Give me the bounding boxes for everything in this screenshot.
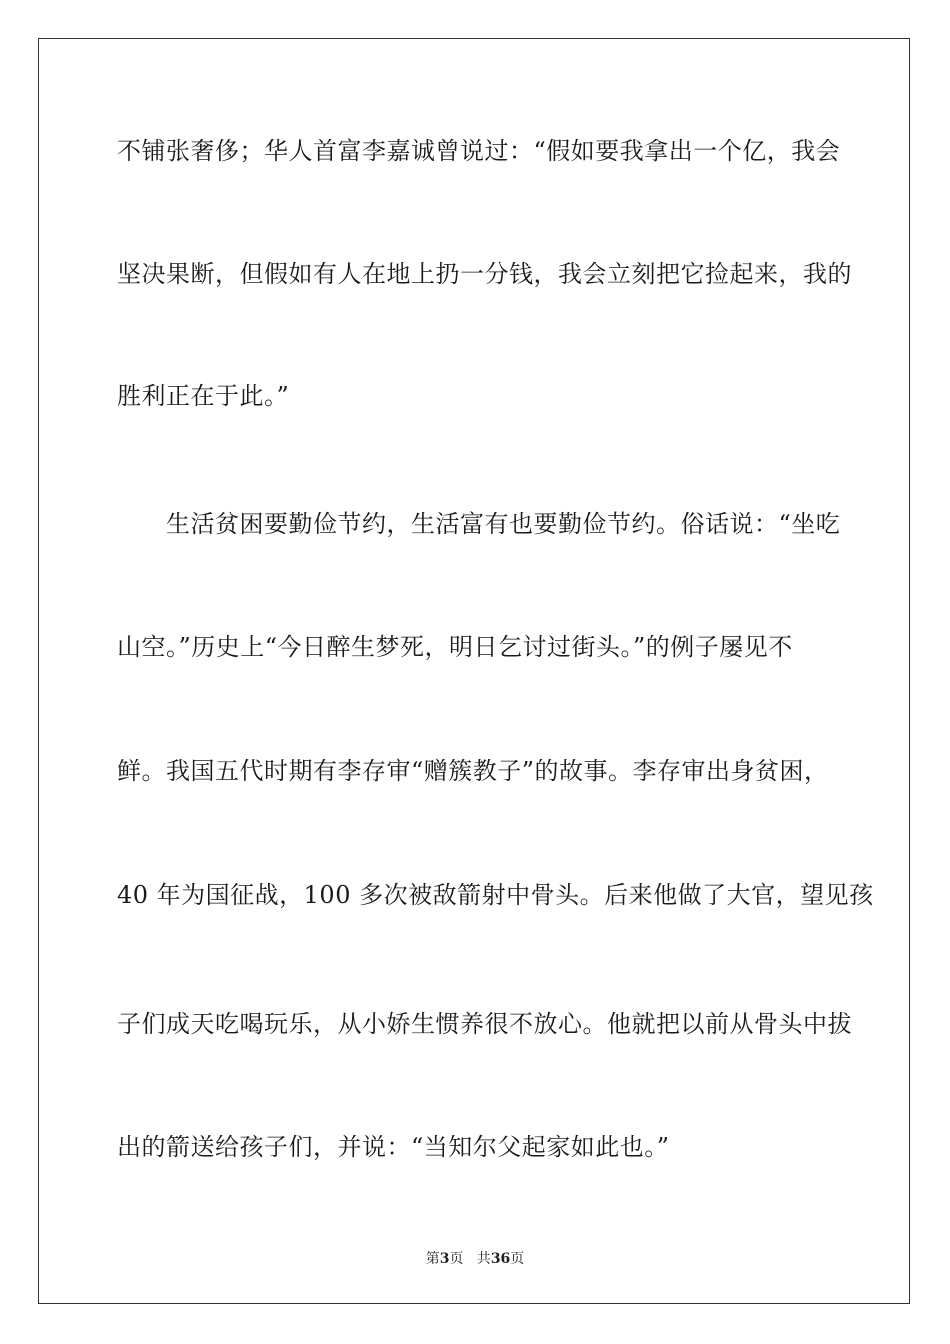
page-footer <box>0 1248 950 1268</box>
footer-prefix: 第 <box>425 1251 440 1267</box>
footer-total-pages: 36 <box>490 1251 511 1267</box>
text-line-6: 鲜。我国五代时期有李存审“赠簇教子”的故事。李存审出身贫困， <box>117 757 829 785</box>
footer-middle: 页 共 <box>449 1251 491 1267</box>
text-line-2: 坚决果断，但假如有人在地上扔一分钱，我会立刻把它捡起来，我的 <box>117 260 852 288</box>
footer-suffix: 页 <box>510 1251 525 1267</box>
footer-page-number: 3 <box>439 1251 450 1267</box>
text-line-5: 山空。”历史上“今日醉生梦死，明日乞讨过街头。”的例子屡见不 <box>117 633 793 661</box>
text-line-4: 生活贫困要勤俭节约，生活富有也要勤俭节约。俗话说：“坐吃 <box>166 510 841 538</box>
text-line-9: 出的箭送给孩子们，并说：“当知尔父起家如此也。” <box>117 1133 670 1161</box>
text-line-7: 40 年为国征战，100 多次被敌箭射中骨头。后来他做了大官，望见孩 <box>117 881 874 909</box>
text-line-8: 子们成天吃喝玩乐，从小娇生惯养很不放心。他就把以前从骨头中拔 <box>117 1010 852 1038</box>
page-border <box>38 38 910 1304</box>
text-line-3: 胜利正在于此。” <box>117 382 290 410</box>
text-line-1: 不铺张奢侈；华人首富李嘉诚曾说过：“假如要我拿出一个亿，我会 <box>117 137 841 165</box>
